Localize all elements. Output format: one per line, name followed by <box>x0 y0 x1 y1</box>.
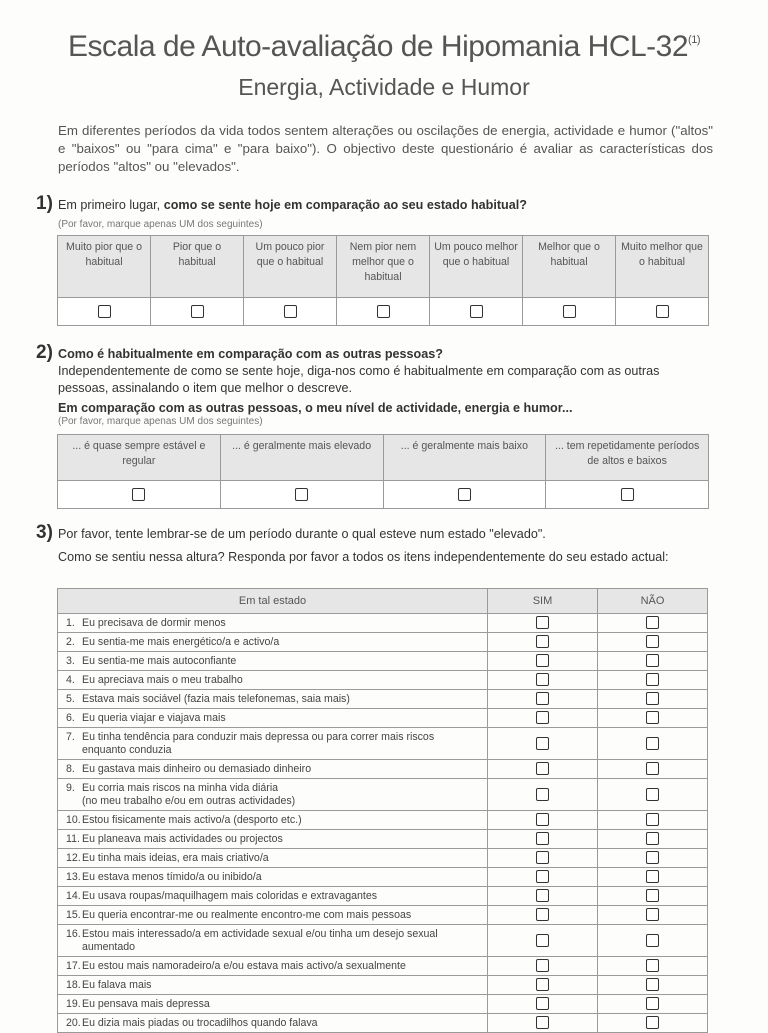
q2-option-text: ... é geralmente mais baixo <box>400 440 528 452</box>
table-row <box>58 709 708 728</box>
q2-option-label <box>546 435 709 481</box>
item-label-cell <box>58 976 488 995</box>
item-yes-cell <box>488 849 598 868</box>
q1-option-text: Muito pior que o habitual <box>66 241 142 268</box>
table-row <box>58 728 708 760</box>
table-row <box>58 906 708 925</box>
item-number: 9. <box>66 782 75 794</box>
item-yes-checkbox[interactable] <box>536 978 549 991</box>
item-label-cell <box>58 614 488 633</box>
item-label-cell <box>58 925 488 957</box>
item-text: Eu estou mais namoradeiro/a e/ou estava mais activo/a sexualmente <box>82 960 406 972</box>
item-no-checkbox[interactable] <box>646 978 659 991</box>
q1-option-label <box>58 236 151 298</box>
item-text: Eu precisava de dormir menos <box>82 617 226 629</box>
q1-option-label <box>523 236 616 298</box>
q1-option-text: Um pouco pior que o habitual <box>255 241 325 268</box>
item-yes-checkbox[interactable] <box>536 889 549 902</box>
item-text: Eu estava menos tímido/a ou inibido/a <box>82 871 262 883</box>
item-yes-cell <box>488 957 598 976</box>
q1-option-cell <box>616 298 709 326</box>
item-text: Eu corria mais riscos na minha vida diária <box>82 782 279 794</box>
q1-option-checkbox[interactable] <box>191 305 204 318</box>
item-yes-checkbox[interactable] <box>536 908 549 921</box>
table-row <box>58 690 708 709</box>
q2-option-label <box>383 435 546 481</box>
q1-option-checkbox[interactable] <box>284 305 297 318</box>
item-label-cell <box>58 633 488 652</box>
item-yes-checkbox[interactable] <box>536 692 549 705</box>
item-number: 10. <box>66 814 81 826</box>
q1-option-label <box>616 236 709 298</box>
item-number: 13. <box>66 871 81 883</box>
table-row <box>58 760 708 779</box>
q1-option-cell <box>58 298 151 326</box>
item-no-cell <box>598 868 708 887</box>
intro-paragraph: Em diferentes períodos da vida todos sentem alterações ou oscilações de energia, actividade e humor ("altos" e "baixos" ou "para cima" e "para baixo"). O objectivo deste questionário é avaliar as características dos períodos "altos" ou "elevados". <box>58 123 713 174</box>
item-text: Eu sentia-me mais energético/a e activo/a <box>82 636 280 648</box>
table-row <box>58 957 708 976</box>
item-yes-cell <box>488 1014 598 1033</box>
table-row <box>58 830 708 849</box>
item-yes-cell <box>488 830 598 849</box>
q1-note: (Por favor, marque apenas UM dos seguintes) <box>58 219 263 230</box>
item-label-cell <box>58 887 488 906</box>
q2-option-checkbox[interactable] <box>621 488 634 501</box>
table-row <box>58 887 708 906</box>
item-no-cell <box>598 976 708 995</box>
q2-note: (Por favor, marque apenas UM dos seguintes) <box>58 416 263 427</box>
item-text: Eu tinha mais ideias, era mais criativo/a <box>82 852 269 864</box>
item-no-checkbox[interactable] <box>646 851 659 864</box>
item-yes-cell <box>488 995 598 1014</box>
item-yes-checkbox[interactable] <box>536 832 549 845</box>
q1-option-label <box>430 236 523 298</box>
q2-lead: Em comparação com as outras pessoas, o meu nível de actividade, energia e humor... <box>58 401 573 415</box>
item-no-cell <box>598 1014 708 1033</box>
item-yes-checkbox[interactable] <box>536 711 549 724</box>
item-yes-checkbox[interactable] <box>536 737 549 750</box>
item-no-cell <box>598 760 708 779</box>
item-text-continued: (no meu trabalho e/ou em outras actividades) <box>82 795 296 807</box>
q1-option-text: Melhor que o habitual <box>538 241 600 268</box>
item-yes-cell <box>488 925 598 957</box>
q3-items-table <box>57 588 708 1033</box>
q2-option-label <box>220 435 383 481</box>
item-label-cell <box>58 849 488 868</box>
item-text: Estou fisicamente mais activo/a (desporto etc.) <box>82 814 302 826</box>
q2-option-label <box>58 435 221 481</box>
page-title: Escala de Auto-avaliação de Hipomania HCL-32$^{(1)}$ <box>68 30 700 63</box>
item-number: 2. <box>66 636 75 648</box>
q1-option-cell <box>523 298 616 326</box>
q2-option-text: ... é quase sempre estável e regular <box>72 440 206 467</box>
q2-options-table <box>57 434 709 509</box>
item-number: 3. <box>66 655 75 667</box>
item-no-checkbox[interactable] <box>646 934 659 947</box>
table-row <box>58 925 708 957</box>
item-number: 15. <box>66 909 81 921</box>
item-label-cell <box>58 709 488 728</box>
item-yes-checkbox[interactable] <box>536 934 549 947</box>
q2-option-checkbox[interactable] <box>458 488 471 501</box>
page-subtitle: Energia, Actividade e Humor <box>238 74 530 100</box>
item-no-cell <box>598 779 708 811</box>
item-label-cell <box>58 957 488 976</box>
item-yes-checkbox[interactable] <box>536 997 549 1010</box>
q1-option-checkbox[interactable] <box>656 305 669 318</box>
item-text: Eu queria viajar e viajava mais <box>82 712 226 724</box>
item-no-cell <box>598 995 708 1014</box>
item-number: 7. <box>66 731 75 743</box>
q2-option-cell <box>383 481 546 509</box>
item-label-cell <box>58 652 488 671</box>
item-number: 18. <box>66 979 81 991</box>
q2-title: Como é habitualmente em comparação com as outras pessoas? <box>58 347 443 361</box>
item-no-checkbox[interactable] <box>646 635 659 648</box>
item-no-checkbox[interactable] <box>646 870 659 883</box>
table-row <box>58 868 708 887</box>
item-text: Eu gastava mais dinheiro ou demasiado dinheiro <box>82 763 312 775</box>
item-no-checkbox[interactable] <box>646 711 659 724</box>
item-text-continued: enquanto conduzia <box>82 744 172 756</box>
item-text: Estou mais interessado/a em actividade sexual e/ou tinha um desejo sexual <box>82 928 438 940</box>
item-yes-checkbox[interactable] <box>536 635 549 648</box>
q2-instruction: Independentemente de como se sente hoje, diga-nos como é habitualmente em comparação com as outras pessoas, assinalando o item que melhor o descreve. <box>58 364 660 395</box>
item-no-checkbox[interactable] <box>646 788 659 801</box>
item-text: Eu sentia-me mais autoconfiante <box>82 655 237 667</box>
item-no-checkbox[interactable] <box>646 692 659 705</box>
item-number: 4. <box>66 674 75 686</box>
table-row <box>58 652 708 671</box>
q1-option-checkbox[interactable] <box>563 305 576 318</box>
q1-option-checkbox[interactable] <box>470 305 483 318</box>
item-yes-checkbox[interactable] <box>536 813 549 826</box>
item-no-checkbox[interactable] <box>646 832 659 845</box>
item-no-checkbox[interactable] <box>646 997 659 1010</box>
q1-option-text: Nem pior nem melhor que o habitual <box>349 241 417 283</box>
q1-option-text: Pior que o habitual <box>172 241 222 268</box>
item-number: 8. <box>66 763 75 775</box>
item-label-cell <box>58 906 488 925</box>
item-no-cell <box>598 830 708 849</box>
item-no-checkbox[interactable] <box>646 813 659 826</box>
q2-option-cell <box>546 481 709 509</box>
item-number: 5. <box>66 693 75 705</box>
table-row <box>58 671 708 690</box>
title-footnote: (1) <box>688 34 700 46</box>
item-label-cell <box>58 995 488 1014</box>
item-label-cell <box>58 811 488 830</box>
item-yes-checkbox[interactable] <box>536 788 549 801</box>
item-yes-checkbox[interactable] <box>536 959 549 972</box>
item-yes-cell <box>488 671 598 690</box>
q2-option-text: ... tem repetidamente períodos de altos e baixos <box>554 440 700 467</box>
item-yes-checkbox[interactable] <box>536 673 549 686</box>
item-yes-cell <box>488 760 598 779</box>
item-yes-checkbox[interactable] <box>536 654 549 667</box>
item-no-checkbox[interactable] <box>646 889 659 902</box>
q1-option-cell <box>337 298 430 326</box>
q2-option-text: ... é geralmente mais elevado <box>232 440 372 452</box>
q1-option-text: Um pouco melhor que o habitual <box>434 241 518 268</box>
table-row <box>58 849 708 868</box>
table-row <box>58 811 708 830</box>
item-number: 12. <box>66 852 81 864</box>
item-number: 11. <box>66 833 80 845</box>
item-text: Estava mais sociável (fazia mais telefonemas, saia mais) <box>82 693 350 705</box>
item-yes-checkbox[interactable] <box>536 851 549 864</box>
item-no-cell <box>598 652 708 671</box>
q2-option-cell <box>58 481 221 509</box>
q2-number: 2) <box>36 342 53 363</box>
item-no-cell <box>598 957 708 976</box>
item-no-cell <box>598 728 708 760</box>
item-number: 1. <box>66 617 75 629</box>
q1-option-label <box>337 236 430 298</box>
table-row <box>58 779 708 811</box>
item-number: 16. <box>66 928 81 940</box>
item-text: Eu planeava mais actividades ou projectos <box>82 833 283 845</box>
q1-option-label <box>151 236 244 298</box>
item-yes-cell <box>488 887 598 906</box>
item-label-cell <box>58 760 488 779</box>
item-number: 14. <box>66 890 81 902</box>
table-row <box>58 1014 708 1033</box>
q3-instruction: Como se sentiu nessa altura? Responda por favor a todos os itens independentemente do seu estado actual: <box>58 550 669 564</box>
q1-option-cell <box>151 298 244 326</box>
item-no-checkbox[interactable] <box>646 908 659 921</box>
item-no-checkbox[interactable] <box>646 1016 659 1029</box>
item-yes-cell <box>488 811 598 830</box>
item-text: Eu falava mais <box>82 979 152 991</box>
item-number: 17. <box>66 960 81 972</box>
q3-title: Por favor, tente lembrar-se de um período durante o qual esteve num estado "elevado". <box>58 527 546 541</box>
q2-option-checkbox[interactable] <box>295 488 308 501</box>
item-yes-cell <box>488 614 598 633</box>
item-yes-cell <box>488 709 598 728</box>
item-no-cell <box>598 849 708 868</box>
q1-option-checkbox[interactable] <box>377 305 390 318</box>
item-label-cell <box>58 671 488 690</box>
q1-number: 1) <box>36 193 53 214</box>
q1-option-label <box>244 236 337 298</box>
item-yes-cell <box>488 868 598 887</box>
item-no-cell <box>598 690 708 709</box>
item-no-checkbox[interactable] <box>646 959 659 972</box>
item-no-cell <box>598 709 708 728</box>
item-no-cell <box>598 811 708 830</box>
item-text: Eu usava roupas/maquilhagem mais coloridas e extravagantes <box>82 890 378 902</box>
col-header-yes: SIM <box>488 589 598 614</box>
item-number: 19. <box>66 998 81 1010</box>
item-no-cell <box>598 671 708 690</box>
item-text: Eu apreciava mais o meu trabalho <box>82 674 243 686</box>
item-text: Eu tinha tendência para conduzir mais depressa ou para correr mais riscos <box>82 731 435 743</box>
item-no-cell <box>598 887 708 906</box>
q2-option-cell <box>220 481 383 509</box>
q2-option-checkbox[interactable] <box>132 488 145 501</box>
item-no-checkbox[interactable] <box>646 762 659 775</box>
item-text: Eu pensava mais depressa <box>82 998 210 1010</box>
item-number: 6. <box>66 712 75 724</box>
item-number: 20. <box>66 1017 81 1029</box>
item-yes-cell <box>488 728 598 760</box>
q1-option-cell <box>244 298 337 326</box>
item-yes-checkbox[interactable] <box>536 870 549 883</box>
item-no-cell <box>598 925 708 957</box>
item-yes-cell <box>488 976 598 995</box>
item-text: Eu queria encontrar-me ou realmente encontro-me com mais pessoas <box>82 909 412 921</box>
item-label-cell <box>58 779 488 811</box>
col-header-state: Em tal estado <box>58 589 488 614</box>
table-row <box>58 633 708 652</box>
item-text: Eu dizia mais piadas ou trocadilhos quando falava <box>82 1017 318 1029</box>
item-no-cell <box>598 614 708 633</box>
item-yes-cell <box>488 652 598 671</box>
q1-question: Em primeiro lugar, como se sente hoje em comparação ao seu estado habitual? <box>58 198 527 212</box>
table-row <box>58 614 708 633</box>
item-label-cell <box>58 830 488 849</box>
item-yes-checkbox[interactable] <box>536 616 549 629</box>
item-no-checkbox[interactable] <box>646 654 659 667</box>
item-yes-cell <box>488 779 598 811</box>
table-row <box>58 995 708 1014</box>
item-yes-cell <box>488 633 598 652</box>
q1-option-text: Muito melhor que o habitual <box>621 241 703 268</box>
item-yes-checkbox[interactable] <box>536 1016 549 1029</box>
col-header-no: NÃO <box>598 589 708 614</box>
q3-number: 3) <box>36 522 53 543</box>
table-row <box>58 976 708 995</box>
item-yes-cell <box>488 906 598 925</box>
q1-option-cell <box>430 298 523 326</box>
item-label-cell <box>58 690 488 709</box>
item-no-checkbox[interactable] <box>646 737 659 750</box>
item-yes-cell <box>488 690 598 709</box>
q1-options-table <box>57 235 709 326</box>
item-text-continued: aumentado <box>82 941 136 953</box>
item-no-checkbox[interactable] <box>646 616 659 629</box>
item-label-cell <box>58 868 488 887</box>
item-label-cell <box>58 1014 488 1033</box>
item-no-cell <box>598 633 708 652</box>
item-label-cell <box>58 728 488 760</box>
item-no-checkbox[interactable] <box>646 673 659 686</box>
item-yes-checkbox[interactable] <box>536 762 549 775</box>
q1-option-checkbox[interactable] <box>98 305 111 318</box>
item-no-cell <box>598 906 708 925</box>
